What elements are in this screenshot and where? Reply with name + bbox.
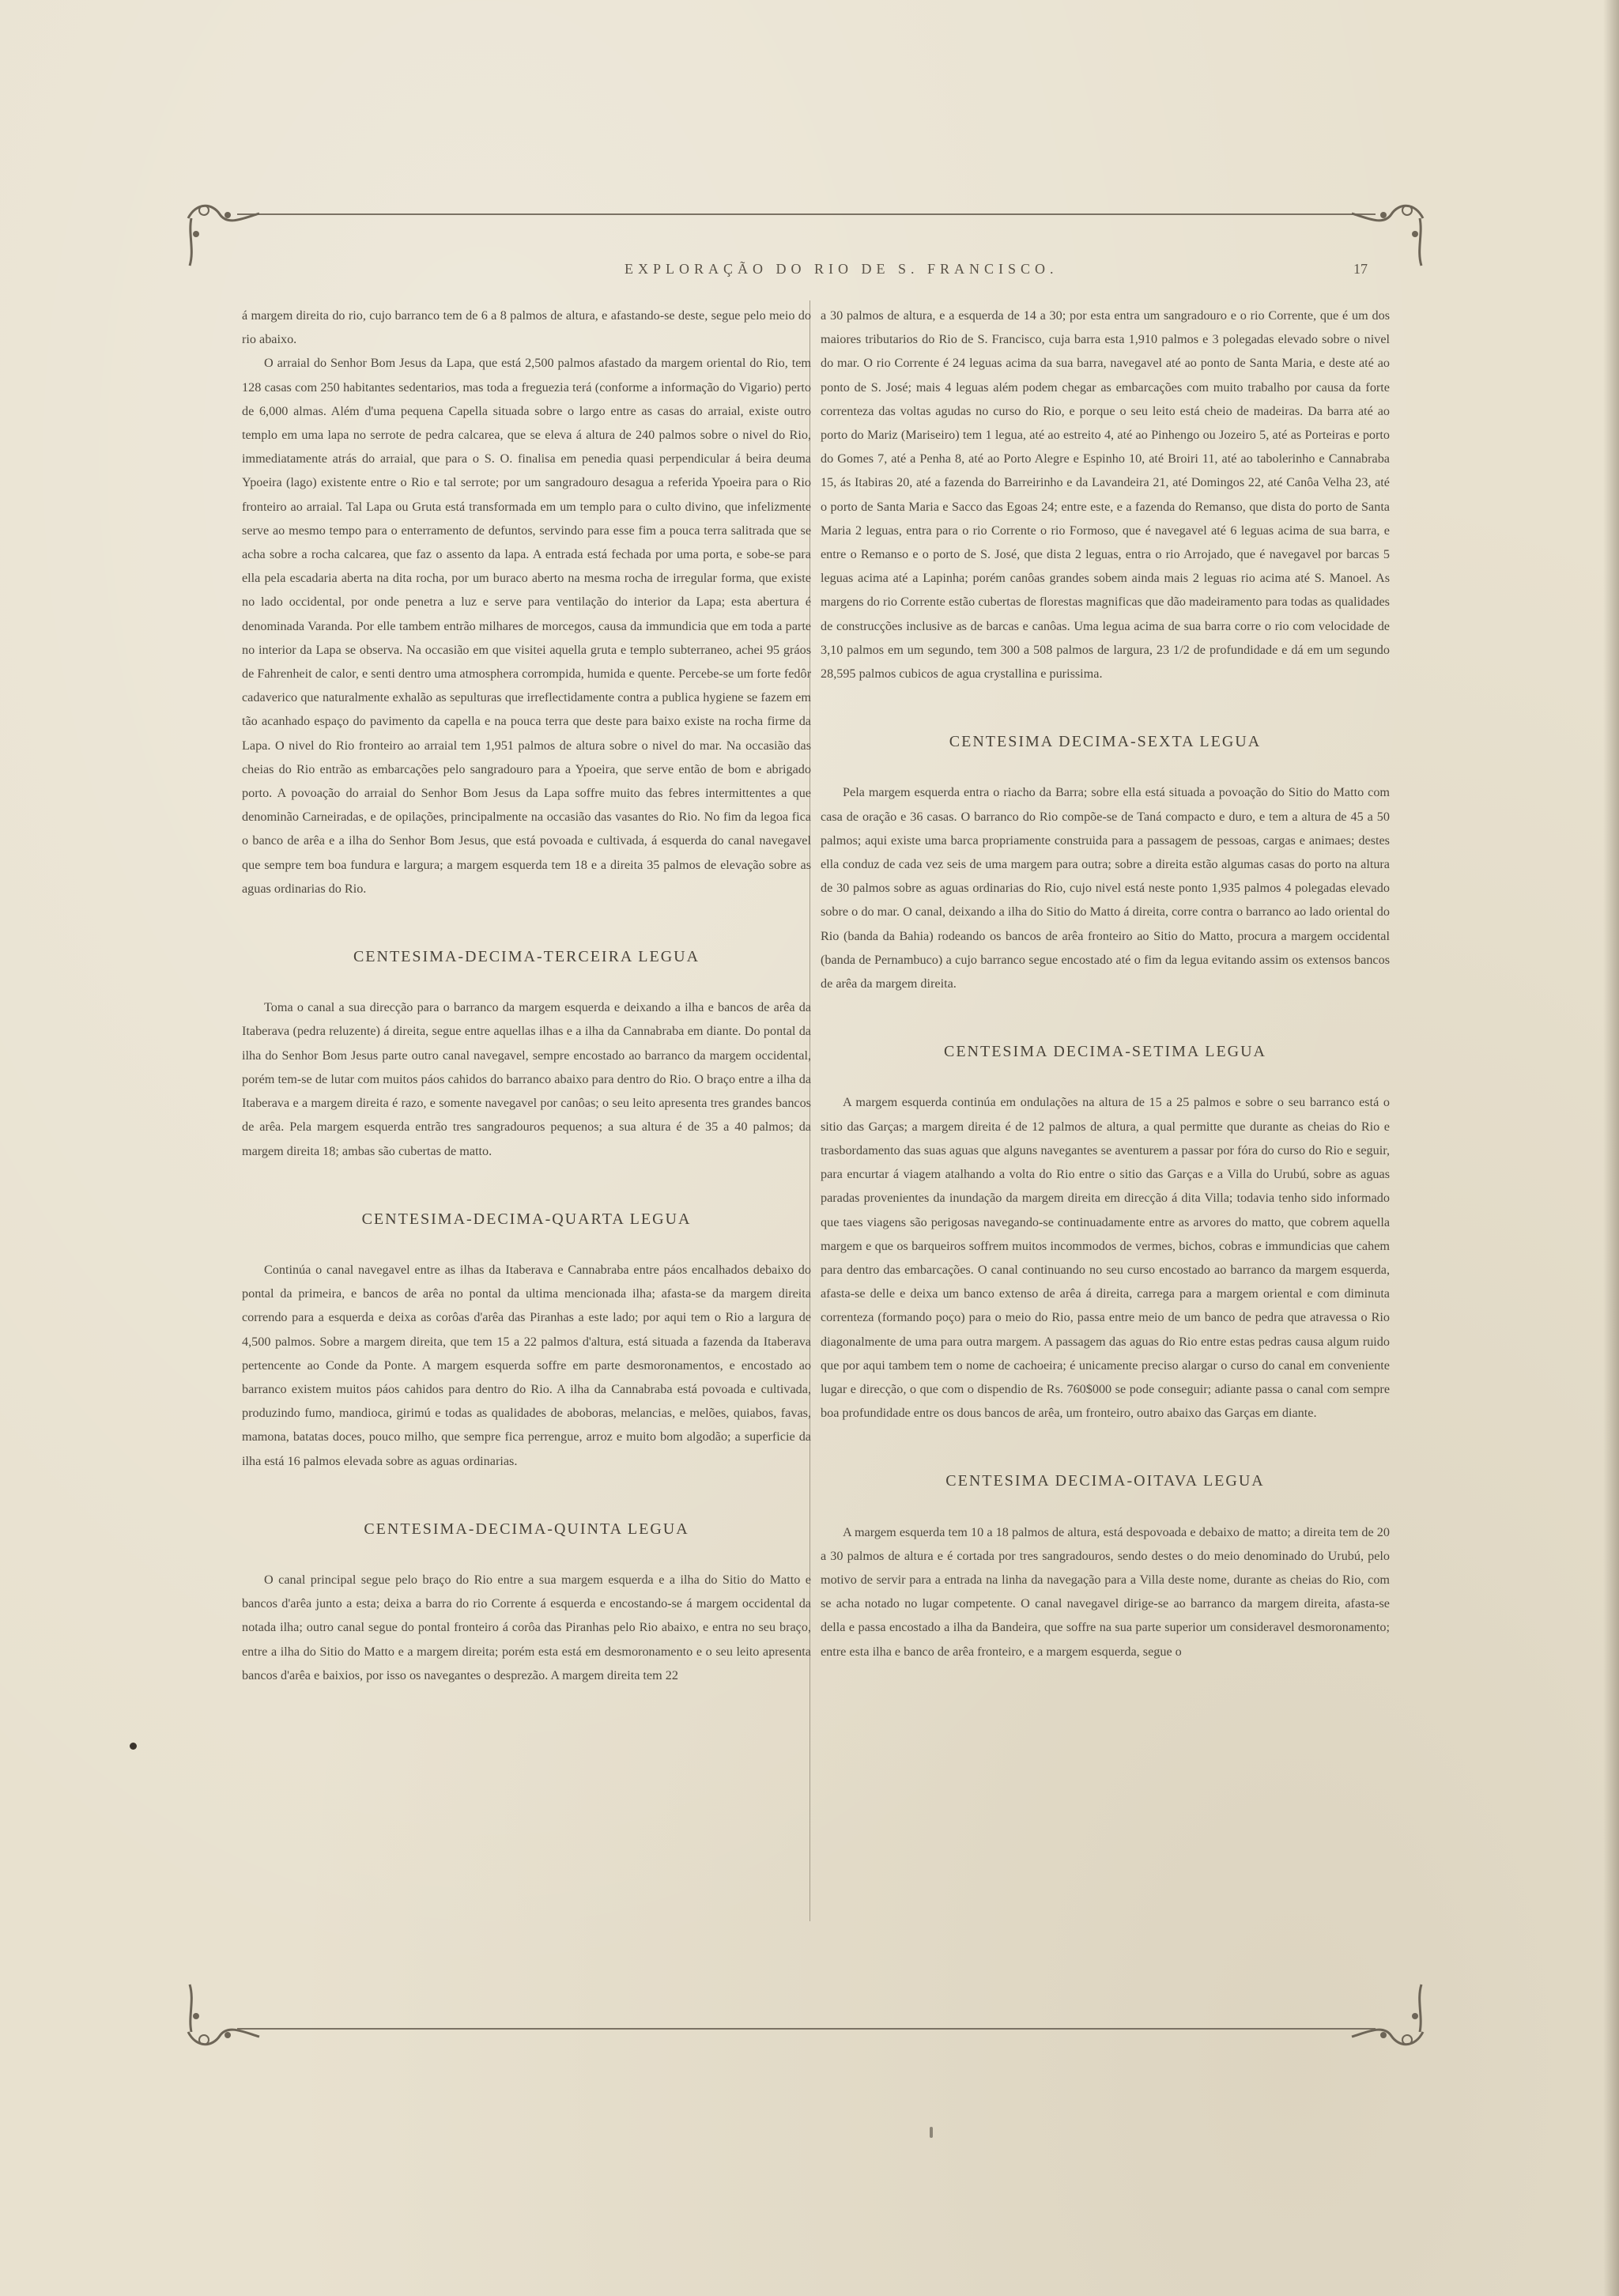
section-heading: CENTESIMA DECIMA-SETIMA LEGUA (944, 1043, 1266, 1061)
section-heading: CENTESIMA-DECIMA-QUINTA LEGUA (364, 1520, 689, 1538)
paragraph: O arraial do Senhor Bom Jesus da Lapa, que está 2,500 palmos afastado da margem oriental do Rio, tem 128 casas com 250 habitantes sedentarios, mas toda a freguezia terá (conforme a informação do Vigario) perto de 6,000 almas. Além d'uma pequena Capella situada sobre o largo entre as casas do arraial, existe outro templo em uma lapa no serrote de pedra calcarea, que se eleva á altura de 240 palmos sobre o nivel do Rio, immediatamente atrás do arraial, que para o S. O. finalisa em penedia quasi perpendicular á beira deuma Ypoeira (lago) existente entre o Rio e tal serrote; por um sangradouro desagua a referida Ypoeira para o Rio fronteiro ao arraial. Tal Lapa ou Gruta está transformada em um templo para o culto divino, que infelizmente serve ao mesmo tempo para o enterramento de defuntos, servindo para esse fim a pouca terra salitrada que se acha sobre a rocha calcarea, que faz o assento da lapa. A entrada está fechada por uma porta, e sobe-se para ella pela escadaria aberta na dita rocha, por um buraco aberto na mesma rocha de irregular forma, que existe no lado occidental, por onde penetra a luz e serve para ventilação do interior da Lapa; esta abertura é denominada Varanda. Por elle tambem entrão milhares de morcegos, causa da immundicia que em toda a parte no interior da Lapa se observa. Na occasião em que visitei aquella gruta e templo subterraneo, achei 95 gráos de Fahrenheit de calor, e senti dentro uma atmosphera corrompida, humida e quente. Percebe-se um forte fedôr cadaverico que naturalmente exhalão as sepulturas que irreflectidamente contra a publica hygiene se fazem em tão acanhado espaço do pavimento da capella e na pouca terra que deste para baixo existe na rocha firme da Lapa. O nivel do Rio fronteiro ao arraial tem 1,951 palmos de altura sobre o nivel do mar. Na occasião das cheias do Rio entrão as embarcações pelo sangradouro para a Ypoeira, que serve então de bom e abrigado porto. A povoação do arraial do Senhor Bom Jesus da Lapa soffre muito das febres intermittentes a que denominão Carneiradas, e de opilações, principalmente na occasião das vasantes do Rio. No fim da legoa fica o banco de arêa e a ilha do Senhor Bom Jesus, que está povoada e cultivada, á esquerda do canal navegavel que sempre tem boa fundura e largura; a margem esquerda tem 18 e a direita 35 palmos de elevação sobre as aguas ordinarias do Rio. (242, 356, 811, 896)
paragraph: Toma o canal a sua direcção para o barranco da margem esquerda e deixando a ilha e bancos de arêa da Itaberava (pedra reluzente) á direita, segue entre aquellas ilhas e a ilha da Cannabraba em diante. Do pontal da ilha do Senhor Bom Jesus parte outro canal navegavel, sempre encostado ao barranco da margem occidental, porém tem-se de lutar com muitos páos cahidos do barranco abaixo para dentro do Rio. O braço entre a ilha da Itaberava e a margem direita é razo, e somente navegavel por canôas; o seu leito apresenta tres grandes bancos de arêa. Pela margem esquerda entrão tres sangradouros pequenos; a sua altura é de 35 a 40 palmos; da margem direita 18; ambas são cubertas de matto. (242, 1000, 811, 1158)
paragraph: Continúa o canal navegavel entre as ilhas da Itaberava e Cannabraba entre páos encalhados debaixo do pontal da primeira, e bancos de arêa no pontal da ultima mencionada ilha; afasta-se da margem direita correndo para a esquerda e deixa as corôas d'arêa das Piranhas a este lado; por aqui tem o Rio a largura de 4,500 palmos. Sobre a margem direita, que tem 15 a 22 palmos d'altura, está situada a fazenda da Itaberava pertencente ao Conde da Ponte. A margem esquerda soffre em parte desmoronamentos, e encostado ao barranco existem muitos páos cahidos para dentro do Rio. A ilha da Cannabraba está povoada e cultivada, produzindo fumo, mandioca, girimú e todas as qualidades de aboboras, melancias, e melões, quiabos, favas, mamona, batatas doces, pouco milho, que sempre fica perrengue, arroz e muito bom algodão; a superficie da ilha está 16 palmos elevada sobre as aguas ordinarias. (242, 1262, 811, 1468)
frame-bottom-rule (237, 2028, 1376, 2030)
left-column (242, 304, 811, 1687)
frame-top-rule (237, 213, 1376, 215)
corner-ornament-bottom-left (180, 1977, 267, 2064)
page-header (0, 261, 1619, 285)
section-heading: CENTESIMA DECIMA-SEXTA LEGUA (949, 733, 1262, 751)
paragraph: Pela margem esquerda entra o riacho da Barra; sobre ella está situada a povoação do Sitio do Matto com casa de oração e 36 casas. O barranco do Rio compõe-se de Taná compacto e duro, e tem a altura de 45 a 50 palmos; aqui existe uma barca propriamente construida para a passagem de pessoas, cargas e animaes; destes ella conduz de cada vez seis de uma margem para outra; sobre a direita estão algumas casas do porto na altura de 30 palmos sobre as aguas ordinarias do Rio, cujo nivel está neste ponto 1,935 palmos 4 polegadas elevado sobre o do mar. O canal, deixando a ilha do Sitio do Matto á direita, corre contra o barranco ao lado oriental do Rio (banda da Bahia) rodeando os bancos de arêa fronteiro ao Sitio do Matto, procura a margem occidental (banda de Pernambuco) a cujo barranco segue encostado até o fim da legua evitando assim os extensos bancos de arêa da margem direita. (821, 785, 1390, 991)
section-heading: CENTESIMA-DECIMA-QUARTA LEGUA (361, 1210, 692, 1228)
paragraph: O canal principal segue pelo braço do Rio entre a sua margem esquerda e a ilha do Sitio do Matto e bancos d'arêa junto a esta; deixa a barra do rio Corrente á esquerda e encostando-se á margem occidental da notada ilha; outro canal segue do pontal fronteiro á corôa das Piranhas pelo Rio abaixo, e entra no seu braço, entre a ilha do Sitio do Matto e a margem direita; porém esta está em desmoronamento e o seu leito apresenta bancos d'arêa e baixios, por isso os navegantes o desprezão. A margem direita tem 22 (242, 1572, 811, 1682)
section-heading: CENTESIMA DECIMA-OITAVA LEGUA (945, 1472, 1265, 1490)
paragraph: á margem direita do rio, cujo barranco tem de 6 a 8 palmos de altura, e afastando-se deste, segue pelo meio do rio abaixo. (242, 308, 811, 347)
corner-ornament-bottom-right (1344, 1977, 1431, 2064)
page-edge-shadow (1603, 0, 1619, 2296)
page-number: 17 (1353, 261, 1368, 277)
ink-mark (930, 2127, 933, 2138)
running-title: EXPLORAÇÃO DO RIO DE S. FRANCISCO. (625, 261, 1059, 277)
right-column (821, 304, 1390, 1663)
paragraph: A margem esquerda tem 10 a 18 palmos de altura, está despovoada e debaixo de matto; a direita tem de 20 a 30 palmos de altura e é cortada por tres sangradouros, sendo destes o do meio denominado do Urubú, pelo motivo de servir para a entrada na linha da navegação para a Villa deste nome, durante as cheias do Rio, com se acha notado no lugar competente. O canal navegavel dirige-se ao barranco da margem direita, afasta-se della e passa encostado a ilha da Bandeira, que soffre na sua parte superior um consideravel desmoronamento; entre esta ilha e banco de arêa fronteiro, e a margem esquerda, segue o (821, 1524, 1390, 1659)
ink-dot (130, 1743, 137, 1750)
paragraph: a 30 palmos de altura, e a esquerda de 14 a 30; por esta entra um sangradouro e o rio Corrente, que é um dos maiores tributarios do Rio de S. Francisco, cuja barra esta 1,910 palmos e 3 polegadas elevado sobre o nivel do mar. O rio Corrente é 24 leguas acima da sua barra, navegavel até ao ponto de Santa Maria, e deste até ao ponto de S. José; mais 4 leguas além podem chegar as embarcações com muito trabalho por causa da forte correnteza das voltas agudas no curso do Rio, e porque o seu leito está cheio de madeiras. Da barra até ao porto do Mariz (Mariseiro) tem 1 legua, até ao estreito 4, até ao Pinhengo ou Jozeiro 5, até as Porteiras e porto do Gomes 7, até a Penha 8, até ao Porto Alegre e Espinho 10, até Broiri 11, até ao tabolerinho e Cannabraba 15, ás Itabiras 20, até a fazenda do Barreirinho e da Lavandeira 21, até Domingos 22, até Canôa Velha 23, até o porto de Santa Maria e Sacco das Egoas 24; entre este, e a fazenda do Remanso, que dista do porto de Santa Maria 2 leguas, entra para o rio Corrente o rio Formoso, que é navegavel até 6 leguas acima de sua barra, e entre o Remanso e o porto de S. José, que dista 2 leguas, entra o rio Arrojado, que é navegavel por barcas 5 leguas acima até a Lapinha; porém canôas grandes sobem ainda mais 2 leguas rio acima até S. Manoel. As margens do rio Corrente estão cubertas de florestas magnificas que dão madeiramento para todas as qualidades de construcções inclusive as de barcas e canôas. Uma legua acima de sua barra corre o rio com velocidade de 3,10 palmos em um segundo, tem 300 a 508 palmos de largura, 23 1/2 de profundidade e dá em um segundo 28,595 palmos cubicos de agua crystallina e purissima. (821, 308, 1390, 682)
paragraph: A margem esquerda continúa em ondulações na altura de 15 a 25 palmos e sobre o seu barranco está o sitio das Garças; a margem direita é de 12 palmos de altura, a qual permitte que durante as cheias do Rio e trasbordamento das suas aguas que alguns navegantes se aventurem a passar por fóra do curso do Rio e seguir, para encurtar á viagem atalhando a volta do Rio entre o sitio das Garças e a Villa do Urubú, sobre as aguas paradas provenientes da inundação da margem direita em direcção á dita Villa; todavia tenho sido informado que taes viagens são perigosas navegando-se continuadamente entre as arvores do matto, que cobrem aquella margem e que os barqueiros soffrem muitos incommodos de vermes, bichos, cobras e immundicias que cahem para dentro das embarcações. O canal continuando no seu curso encostado ao barranco da margem esquerda, afasta-se delle e deixa um banco extenso de arêa á direita, carrega para a margem oriental e com diminuta correnteza (formando poço) para o meio do Rio, passa entre meio de um banco de pedra que atravessa o Rio diagonalmente de uma para outra margem. A passagem das aguas do Rio entre estas pedras causa algum ruido que por aqui tambem tem o nome de cachoeira; é unicamente preciso alargar o curso do canal em conveniente lugar e direcção, o que com o dispendio de Rs. 760$000 se pode conseguir; adiante passa o canal com sempre boa profundidade entre os dous bancos de arêa, um fronteiro, outro abaixo das Garças em diante. (821, 1095, 1390, 1421)
section-heading: CENTESIMA-DECIMA-TERCEIRA LEGUA (353, 948, 700, 966)
